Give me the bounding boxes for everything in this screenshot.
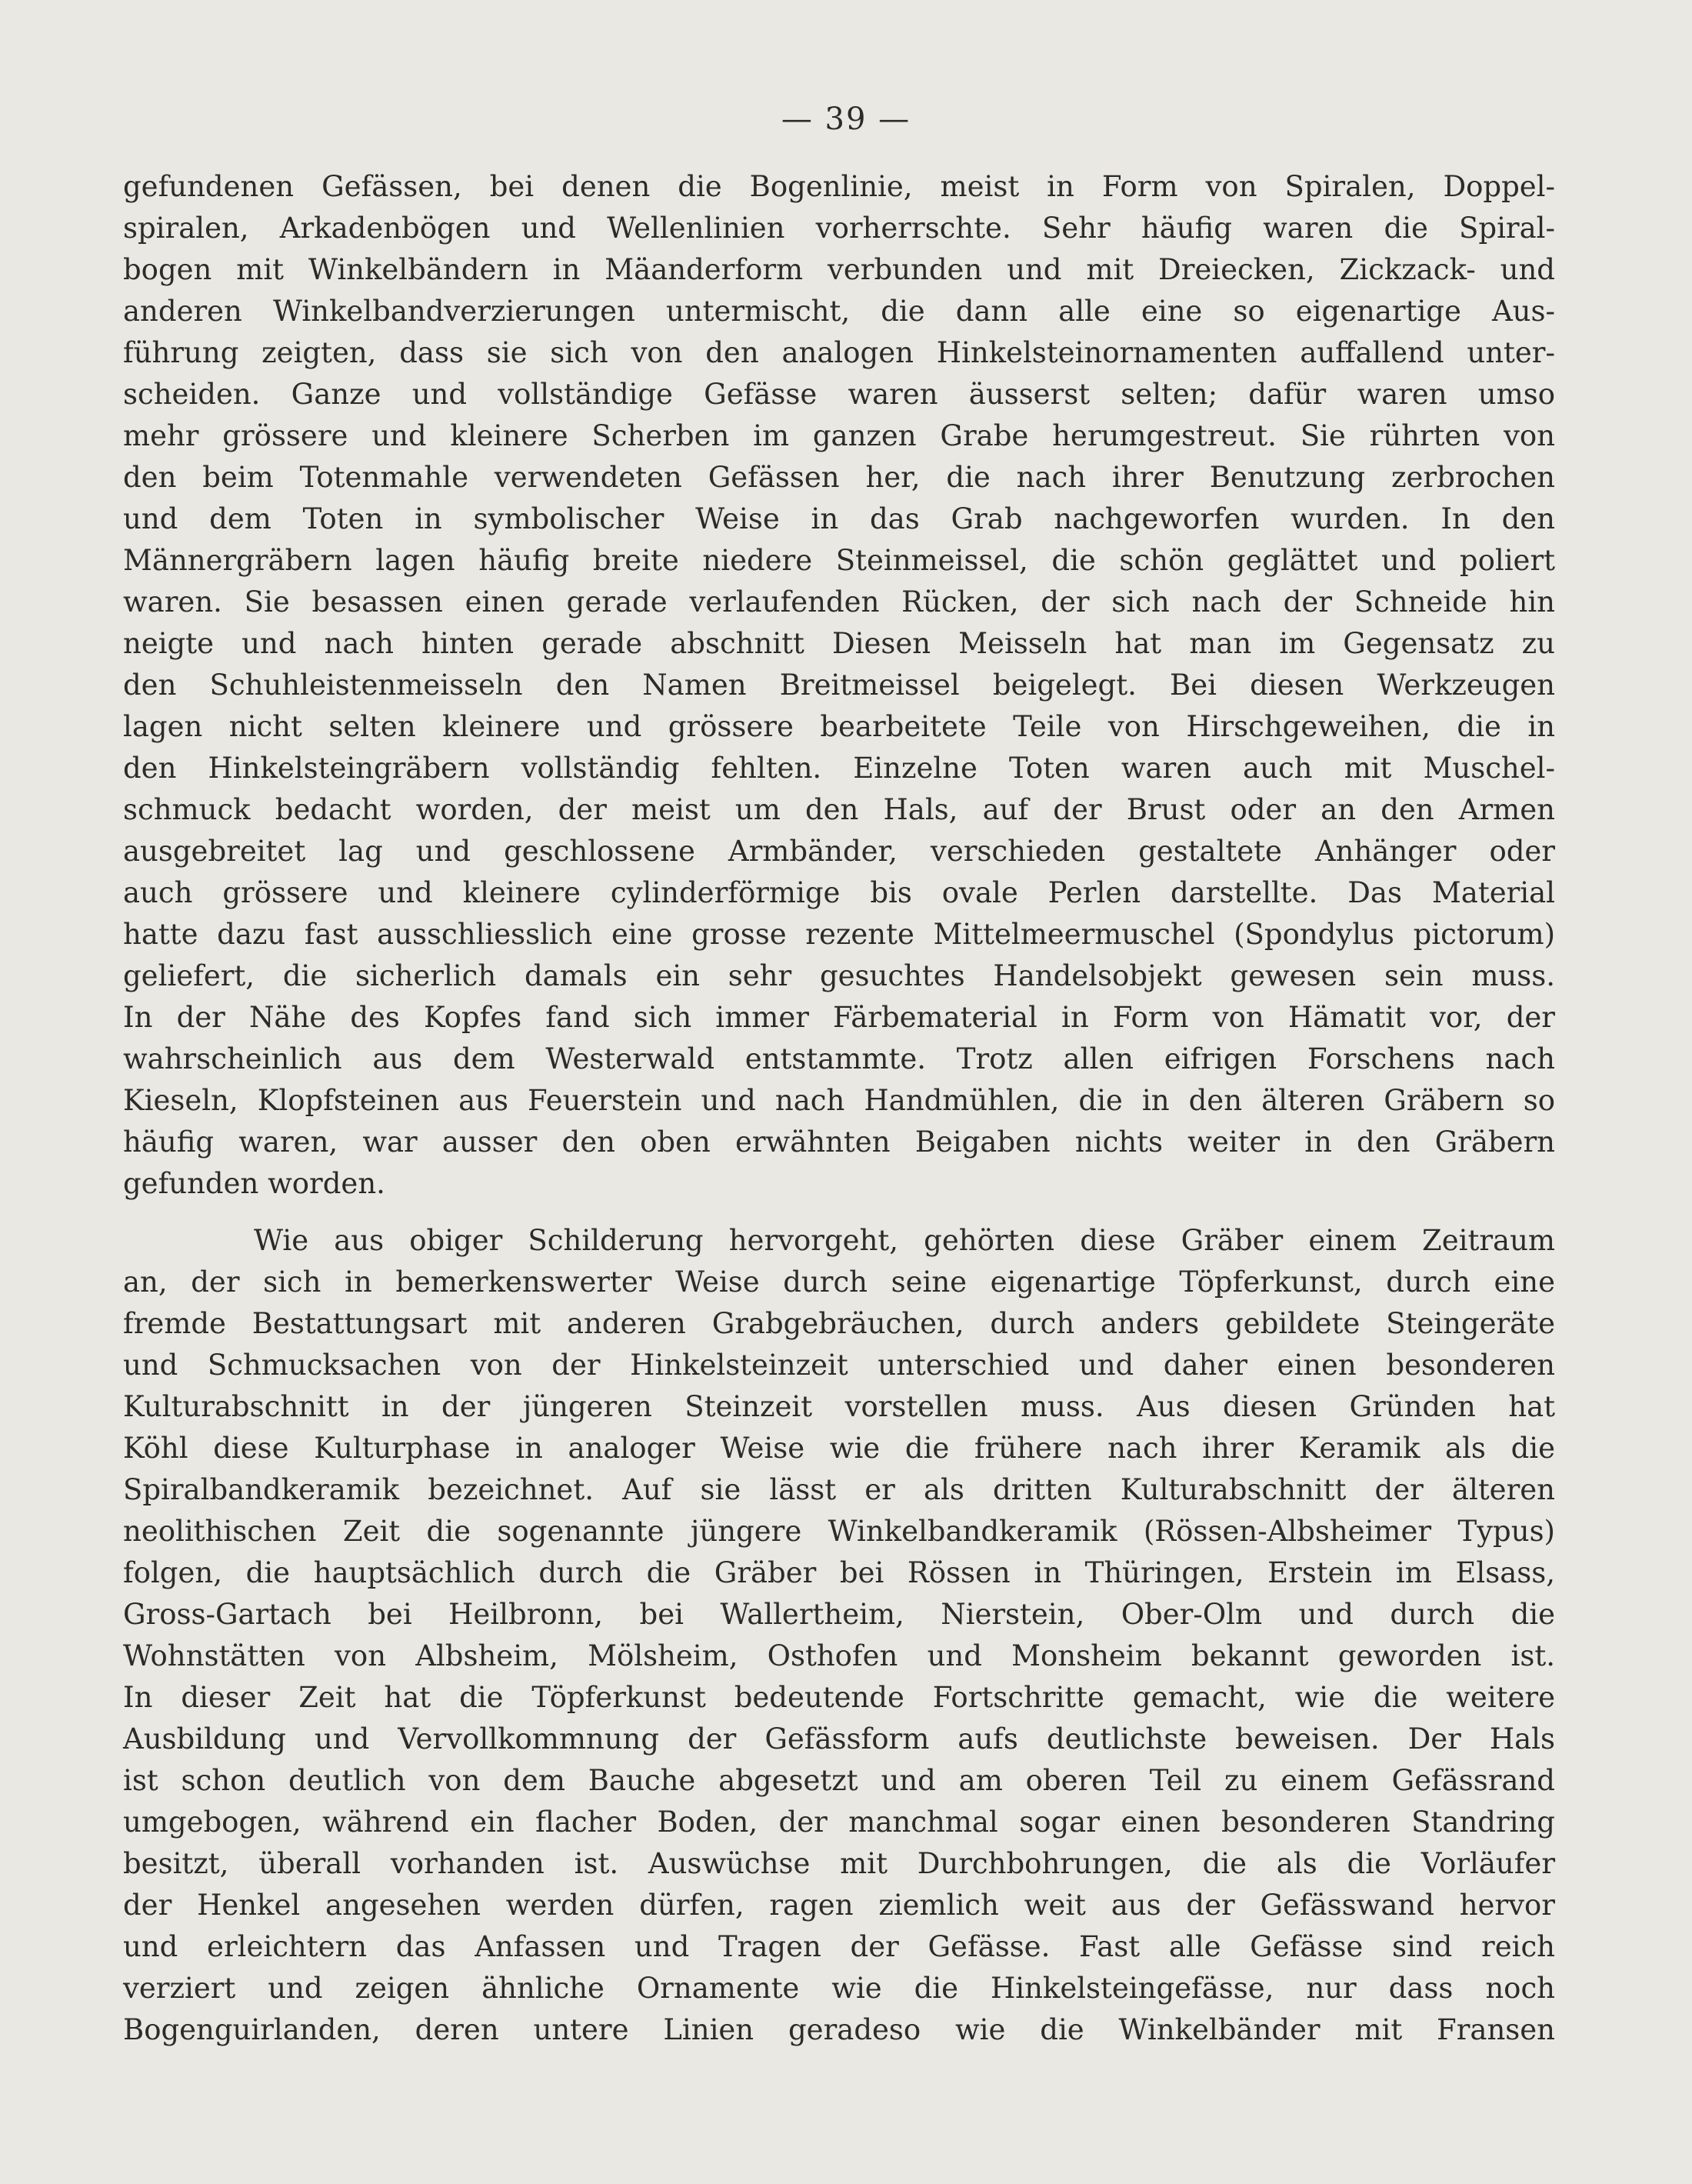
text-line: und dem Toten in symbolischer Weise in das Grab nachgeworfen wurden. In den xyxy=(123,502,1555,535)
text-line: hatte dazu fast ausschliesslich eine grosse rezente Mittelmeermuschel (Spondylus pictorum) xyxy=(123,918,1555,951)
text-line: den beim Totenmahle verwendeten Gefässen her, die nach ihrer Benutzung zerbrochen xyxy=(123,461,1555,494)
text-line: Wie aus obiger Schilderung hervorgeht, gehörten diese Gräber einem Zeitraum xyxy=(254,1224,1555,1257)
text-line: mehr grössere und kleinere Scherben im ganzen Grabe herumgestreut. Sie rührten von xyxy=(123,419,1555,452)
text-line: der Henkel angesehen werden dürfen, ragen ziemlich weit aus der Gefässwand hervor xyxy=(123,1889,1555,1922)
text-line: In dieser Zeit hat die Töpferkunst bedeutende Fortschritte gemacht, wie die weitere xyxy=(123,1681,1555,1714)
text-line: Wohnstätten von Albsheim, Mölsheim, Osthofen und Monsheim bekannt geworden ist. xyxy=(123,1639,1555,1672)
text-line: den Hinkelsteingräbern vollständig fehlten. Einzelne Toten waren auch mit Muschel- xyxy=(123,752,1555,785)
text-line: und Schmucksachen von der Hinkelsteinzeit unterschied und daher einen besonderen xyxy=(123,1349,1555,1382)
text-line: anderen Winkelbandverzierungen untermischt, die dann alle eine so eigenartige Aus- xyxy=(123,295,1555,328)
text-line: neigte und nach hinten gerade abschnitt Diesen Meisseln hat man im Gegensatz zu xyxy=(123,627,1555,660)
text-line: häufig waren, war ausser den oben erwähnten Beigaben nichts weiter in den Gräbern xyxy=(123,1125,1555,1159)
text-line: lagen nicht selten kleinere und grössere bearbeitete Teile von Hirschgeweihen, die in xyxy=(123,710,1555,743)
text-line: an, der sich in bemerkenswerter Weise durch seine eigenartige Töpferkunst, durch eine xyxy=(123,1265,1555,1299)
text-line: Männergräbern lagen häufig breite niedere Steinmeissel, die schön geglättet und poliert xyxy=(123,544,1555,577)
text-line: verziert und zeigen ähnliche Ornamente wie die Hinkelsteingefässe, nur dass noch xyxy=(123,1972,1555,2005)
text-line: spiralen, Arkadenbögen und Wellenlinien vorherrschte. Sehr häufig waren die Spiral- xyxy=(123,212,1555,245)
text-line: geliefert, die sicherlich damals ein sehr gesuchtes Handelsobjekt gewesen sein muss. xyxy=(123,959,1555,992)
text-line: und erleichtern das Anfassen und Tragen der Gefässe. Fast alle Gefässe sind reich xyxy=(123,1930,1555,1963)
text-line: Kulturabschnitt in der jüngeren Steinzeit vorstellen muss. Aus diesen Gründen hat xyxy=(123,1390,1555,1423)
text-line: besitzt, überall vorhanden ist. Auswüchse mit Durchbohrungen, die als die Vorläufer xyxy=(123,1847,1555,1880)
text-line: Ausbildung und Vervollkommnung der Gefässform aufs deutlichste beweisen. Der Hals xyxy=(123,1722,1555,1756)
text-line: umgebogen, während ein flacher Boden, der manchmal sogar einen besonderen Standring xyxy=(123,1806,1555,1839)
text-line: neolithischen Zeit die sogenannte jüngere Winkelbandkeramik (Rössen-Albsheimer Typus) xyxy=(123,1515,1555,1548)
text-line: Spiralbandkeramik bezeichnet. Auf sie lässt er als dritten Kulturabschnitt der älteren xyxy=(123,1473,1555,1506)
page-number: — 39 — xyxy=(781,102,911,137)
text-line: fremde Bestattungsart mit anderen Grabgebräuchen, durch anders gebildete Steingeräte xyxy=(123,1307,1555,1340)
text-line: Kieseln, Klopfsteinen aus Feuerstein und nach Handmühlen, die in den älteren Gräbern so xyxy=(123,1084,1555,1117)
text-line: gefundenen Gefässen, bei denen die Bogenlinie, meist in Form von Spiralen, Doppel- xyxy=(123,170,1555,203)
text-line: In der Nähe des Kopfes fand sich immer Färbematerial in Form von Hämatit vor, der xyxy=(123,1001,1555,1034)
text-line: scheiden. Ganze und vollständige Gefässe waren äusserst selten; dafür waren umso xyxy=(123,378,1555,411)
text-line: führung zeigten, dass sie sich von den analogen Hinkelsteinornamenten auffallend unter- xyxy=(123,336,1555,369)
text-line: auch grössere und kleinere cylinderförmige bis ovale Perlen darstellte. Das Material xyxy=(123,876,1555,909)
text-line: ist schon deutlich von dem Bauche abgesetzt und am oberen Teil zu einem Gefässrand xyxy=(123,1764,1555,1797)
text-line: Bogenguirlanden, deren untere Linien geradeso wie die Winkelbänder mit Fransen xyxy=(123,2013,1555,2046)
text-line: bogen mit Winkelbändern in Mäanderform verbunden und mit Dreiecken, Zickzack- und xyxy=(123,253,1555,286)
text-line: Köhl diese Kulturphase in analoger Weise wie die frühere nach ihrer Keramik als die xyxy=(123,1432,1555,1465)
text-line: ausgebreitet lag und geschlossene Armbänder, verschieden gestaltete Anhänger oder xyxy=(123,835,1555,868)
text-line: wahrscheinlich aus dem Westerwald entstammte. Trotz allen eifrigen Forschens nach xyxy=(123,1042,1555,1075)
text-line: den Schuhleistenmeisseln den Namen Breitmeissel beigelegt. Bei diesen Werkzeugen xyxy=(123,669,1555,702)
text-line: gefunden worden. xyxy=(123,1167,385,1200)
text-line: folgen, die hauptsächlich durch die Gräber bei Rössen in Thüringen, Erstein im Elsass, xyxy=(123,1556,1555,1589)
text-line: schmuck bedacht worden, der meist um den Hals, auf der Brust oder an den Armen xyxy=(123,793,1555,826)
text-line: Gross-Gartach bei Heilbronn, bei Wallertheim, Nierstein, Ober-Olm und durch die xyxy=(123,1598,1555,1631)
text-line: waren. Sie besassen einen gerade verlaufenden Rücken, der sich nach der Schneide hin xyxy=(123,585,1555,619)
